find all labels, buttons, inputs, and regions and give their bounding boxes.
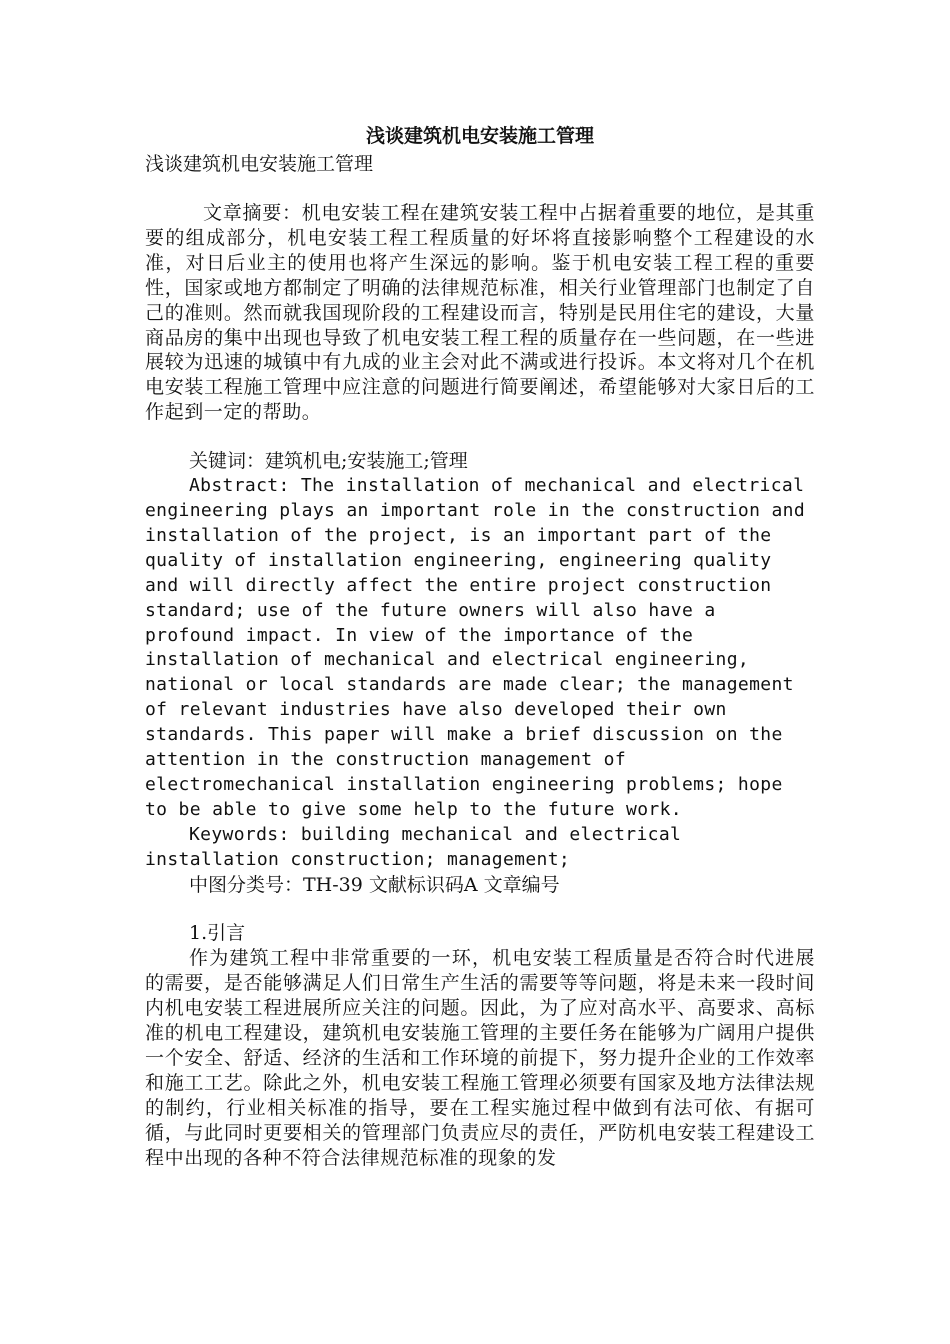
document-title: 浅谈建筑机电安装施工管理	[365, 125, 594, 147]
document-page	[145, 122, 815, 1171]
chinese-abstract: 文章摘要：机电安装工程在建筑安装工程中占据着重要的地位，是其重要的组成部分，机电安装工程工程质量的好坏将直接影响整个工程建设的水准，对日后业主的使用也将产生深远的影响。鉴于机电安装工程工程的重要性，国家或地方都制定了明确的法律规范标准，相关行业管理部门也制定了自己的准则。然而就我国现阶段的工程建设而言，特别是民用住宅的建设，大量商品房的集中出现也导致了机电安装工程工程的质量存在一些问题，在一些进展较为迅速的城镇中有九成的业主会对此不满或进行投诉。本文将对几个在机电安装工程施工管理中应注意的问题进行简要阐述，希望能够对大家日后的工作起到一定的帮助。	[145, 202, 815, 424]
english-keywords: Keywords: building mechanical and electrical installation construction; management;	[145, 823, 682, 870]
document-subtitle: 浅谈建筑机电安装施工管理	[145, 153, 374, 175]
chinese-keywords: 关键词：建筑机电;安装施工;管理	[189, 450, 468, 473]
english-abstract: Abstract: The installation of mechanical and electrical engineering plays an important role in the construction and installation of the project, is an important part of the quality of installation engineering, engineering quality and will directly affect the entire project construction standard; use of the future owners will also have a profound impact. In view of the importance of the installation of mechanical and electrical engineering, national or local standards are made clear; the management of relevant industries have also developed their own standards. This paper will make a brief discussion on the attention in the construction management of electromechanical installation engineering problems; hope to be able to give some help to the future work.	[145, 475, 806, 820]
section-body: 作为建筑工程中非常重要的一环，机电安装工程质量是否符合时代进展的需要，是否能够满足人们日常生产生活的需要等等问题，将是未来一段时间内机电安装工程进展所应关注的问题。因此，为了应对高水平、高要求、高标准的机电工程建设，建筑机电安装施工管理的主要任务在能够为广阔用户提供一个安全、舒适、经济的生活和工作环境的前提下，努力提升企业的工作效率和施工工艺。除此之外，机电安装工程施工管理必须要有国家及地方法律法规的制约，行业相关标准的指导，要在工程实施过程中做到有法可依、有据可循，与此同时更要相关的管理部门负责应尽的责任，严防机电安装工程建设工程中出现的各种不符合法律规范标准的现象的发	[145, 947, 815, 1169]
blank-line	[145, 425, 815, 449]
blank-line	[145, 177, 815, 201]
section-heading: 1.引言	[189, 922, 246, 945]
blank-line	[145, 897, 815, 921]
classification-line: 中图分类号：TH-39 文献标识码A 文章编号	[189, 873, 560, 896]
